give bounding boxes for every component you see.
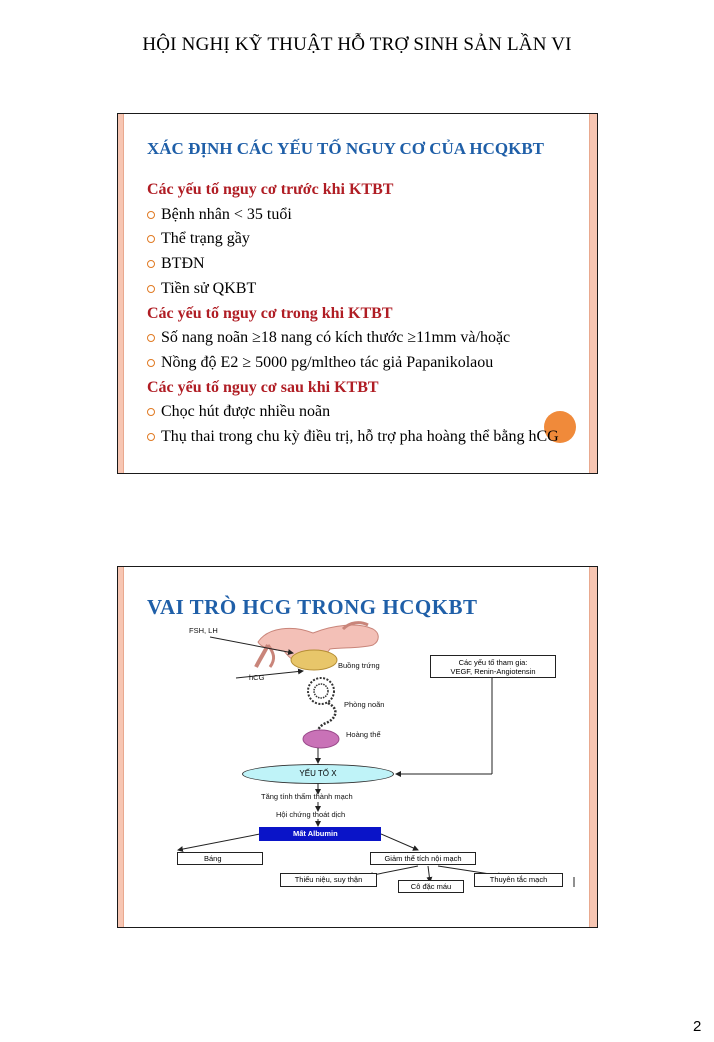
bullet-circle-icon bbox=[147, 334, 155, 342]
bullet-circle-icon bbox=[147, 211, 155, 219]
bullet-circle-icon bbox=[147, 359, 155, 367]
bullet-circle-icon bbox=[147, 260, 155, 268]
label-fsh-lh: FSH, LH bbox=[189, 626, 218, 635]
slide-title: XÁC ĐỊNH CÁC YẾU TỐ NGUY CƠ CỦA HCQKBT bbox=[147, 139, 545, 158]
label-follicle: Phòng noãn bbox=[344, 700, 385, 709]
bullet-circle-icon bbox=[147, 408, 155, 416]
slide-content bbox=[147, 178, 593, 450]
label-vascular-permeability: Tăng tính thấm thành mạch bbox=[261, 792, 353, 801]
albumin-loss-box: Mất Albumin bbox=[259, 827, 381, 841]
volume-decrease-box: Giảm thể tích nội mạch bbox=[370, 852, 476, 865]
bullet-text: Thể trạng gầy bbox=[161, 230, 250, 248]
slide-left-band bbox=[118, 114, 124, 473]
thrombosis-box: Thuyên tắc mạch bbox=[474, 873, 563, 887]
page-number: 2 bbox=[693, 1018, 702, 1035]
factors-line-1: Các yếu tố tham gia: bbox=[458, 658, 528, 667]
bullet-item bbox=[147, 351, 593, 376]
bullet-text: Nồng độ E2 ≥ 5000 pg/mltheo tác giả Papanikolaou bbox=[161, 353, 494, 371]
label-leak-syndrome: Hội chứng thoát dịch bbox=[276, 810, 346, 819]
bullet-text: Bệnh nhân < 35 tuổi bbox=[161, 205, 292, 223]
slide-title: VAI TRÒ HCG TRONG HCQKBT bbox=[147, 595, 478, 619]
bullet-text: Tiền sử QKBT bbox=[161, 279, 257, 297]
bullet-item bbox=[147, 277, 593, 302]
bullet-item bbox=[147, 227, 593, 252]
factor-x-ellipse: YẾU TỐ X bbox=[242, 764, 394, 784]
ascites-box: Báng bbox=[177, 852, 263, 865]
bullet-circle-icon bbox=[147, 235, 155, 243]
label-corpus-luteum: Hoàng thể bbox=[346, 730, 381, 739]
label-ovary: Buồng trứng bbox=[338, 661, 380, 670]
section-heading-during: Các yếu tố nguy cơ trong khi KTBT bbox=[147, 304, 393, 322]
section-heading-after: Các yếu tố nguy cơ sau khi KTBT bbox=[147, 378, 379, 396]
corpus-luteum-illustration bbox=[303, 730, 339, 748]
bullet-item bbox=[147, 252, 593, 277]
section-heading-before: Các yếu tố nguy cơ trước khi KTBT bbox=[147, 181, 394, 198]
label-hcg: hCG bbox=[249, 673, 265, 682]
page-header: HỘI NGHỊ KỸ THUẬT HỖ TRỢ SINH SẢN LẦN VI bbox=[142, 34, 572, 55]
oliguria-box: Thiểu niệu, suy thận bbox=[280, 873, 377, 887]
hcg-pathway-diagram bbox=[118, 567, 599, 929]
bullet-item bbox=[147, 203, 593, 228]
slide-hcg-role bbox=[117, 566, 598, 928]
hemoconcentration-box: Cô đặc máu bbox=[398, 880, 464, 893]
bullet-text: Chọc hút được nhiều noãn bbox=[161, 403, 331, 421]
slide-risk-factors bbox=[117, 113, 598, 474]
factors-box bbox=[430, 655, 556, 678]
bullet-text: BTĐN bbox=[161, 255, 205, 273]
bullet-text: Số nang noãn ≥18 nang có kích thước ≥11mm và/hoặc bbox=[161, 329, 511, 347]
bullet-item bbox=[147, 326, 593, 351]
bullet-circle-icon bbox=[147, 433, 155, 441]
bullet-circle-icon bbox=[147, 285, 155, 293]
bullet-item bbox=[147, 400, 593, 425]
bullet-text: Thụ thai trong chu kỳ điều trị, hỗ trợ pha hoàng thể bằng hCG bbox=[161, 428, 559, 446]
factors-line-2: VEGF, Renin-Angiotensin bbox=[450, 667, 536, 676]
bullet-item bbox=[147, 425, 593, 450]
